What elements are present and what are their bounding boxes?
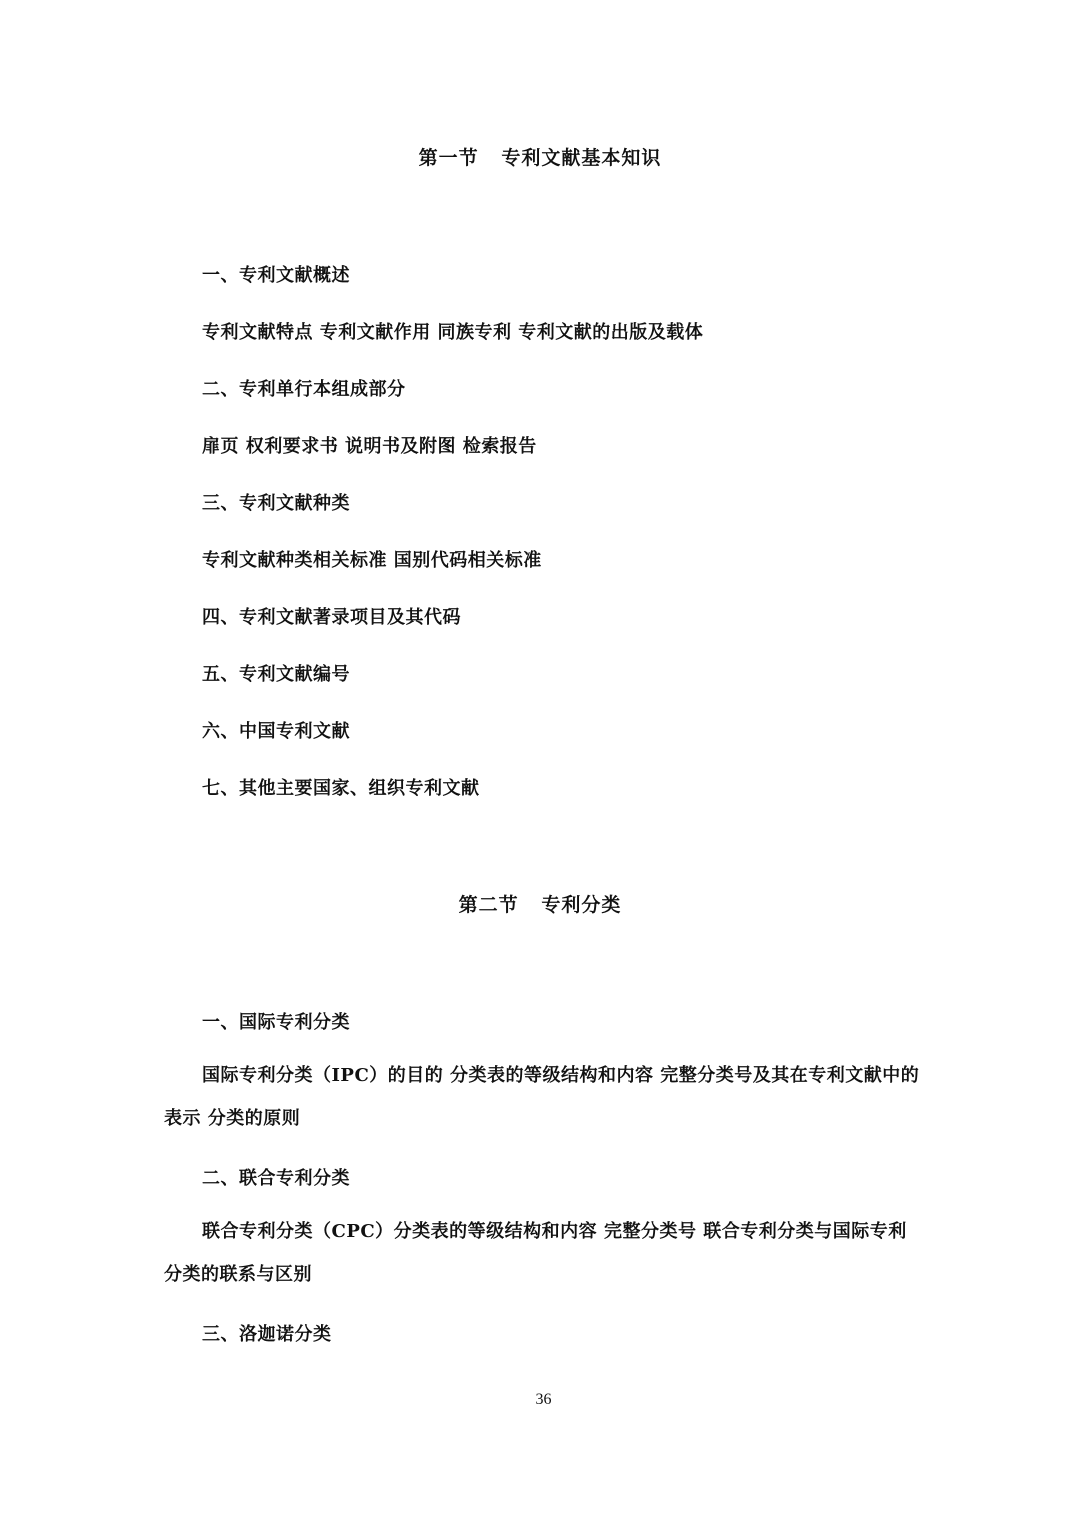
section-1-line-4: 扉页 权利要求书 说明书及附图 检索报告: [202, 436, 537, 457]
section-1-heading-6: 六、中国专利文献: [202, 721, 350, 742]
section-1-line-2: 专利文献特点 专利文献作用 同族专利 专利文献的出版及载体: [202, 322, 704, 343]
section-1-heading-2: 二、专利单行本组成部分: [202, 379, 406, 400]
section-2-paragraph-2: 联合专利分类（CPC）分类表的等级结构和内容 完整分类号 联合专利分类与国际专利分类的联系与区别: [164, 1221, 907, 1285]
section-2-heading-3: 三、洛迦诺分类: [202, 1324, 332, 1345]
section-1-heading-7: 七、其他主要国家、组织专利文献: [202, 778, 480, 799]
section-2-paragraph-1: 国际专利分类（IPC）的目的 分类表的等级结构和内容 完整分类号及其在专利文献中的表示 分类的原则: [164, 1065, 920, 1129]
section-1-heading-1: 一、专利文献概述: [202, 265, 350, 286]
section-1-heading-5: 五、专利文献编号: [202, 664, 350, 685]
section-1-heading-4: 四、专利文献著录项目及其代码: [202, 607, 461, 628]
section-1-line-6: 专利文献种类相关标准 国别代码相关标准: [202, 550, 542, 571]
section-2-heading-1: 一、国际专利分类: [202, 1012, 350, 1033]
section-2-title: 第二节 专利分类: [458, 894, 622, 916]
section-1-title: 第一节 专利文献基本知识: [418, 147, 662, 169]
section-2-heading-2: 二、联合专利分类: [202, 1168, 350, 1189]
page-number: 36: [535, 1391, 552, 1408]
section-1-heading-3: 三、专利文献种类: [202, 493, 350, 514]
